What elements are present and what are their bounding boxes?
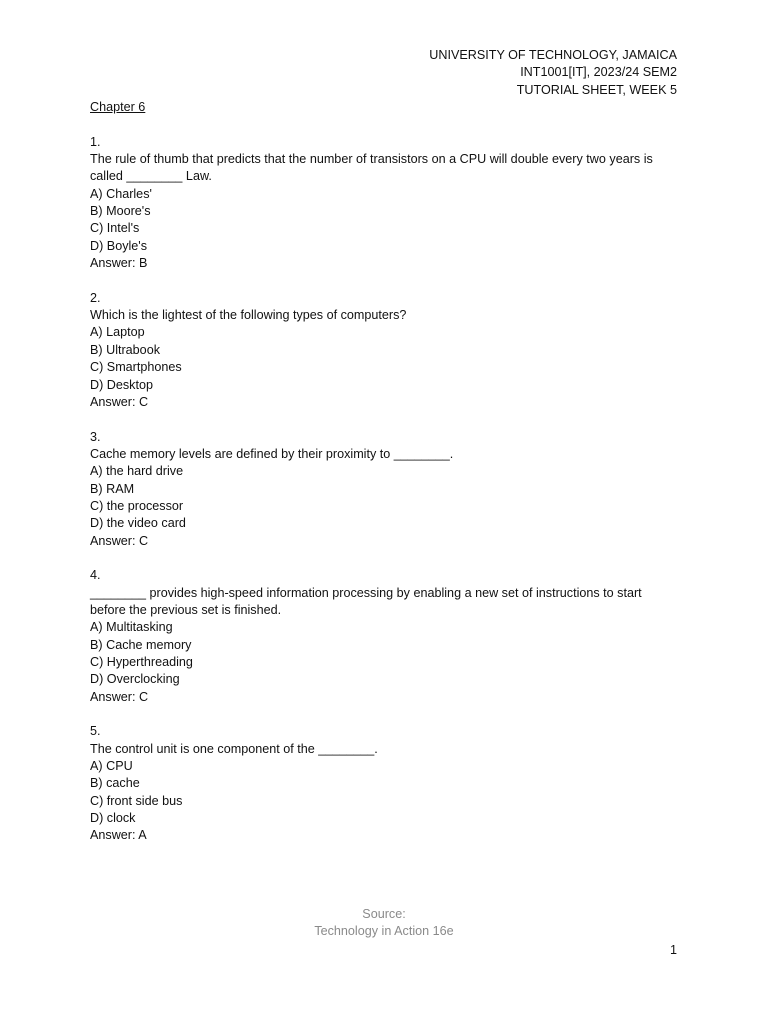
question-text: Which is the lightest of the following types of computers?: [90, 308, 407, 323]
option-d: D) the video card: [90, 516, 186, 531]
question-number: 5.: [90, 724, 101, 739]
option-d: D) Overclocking: [90, 672, 180, 687]
option-c: C) Intel's: [90, 221, 140, 236]
option-a: A) Charles': [90, 186, 152, 201]
page-number: 1: [669, 943, 677, 957]
page-header: [429, 47, 677, 99]
header-sheet-title: TUTORIAL SHEET, WEEK 5: [516, 82, 677, 97]
option-c: C) Hyperthreading: [90, 655, 193, 669]
question-4: [90, 567, 680, 706]
footer-source-title: Technology in Action 16e: [314, 924, 454, 939]
option-c: C) front side bus: [90, 793, 183, 808]
question-number: 3.: [90, 429, 101, 444]
option-b: B) Ultrabook: [90, 342, 160, 357]
option-d: D) Desktop: [90, 377, 153, 392]
option-c: C) the processor: [90, 498, 184, 513]
question-3: [90, 429, 680, 550]
answer: Answer: B: [90, 256, 148, 271]
chapter-title: Chapter 6: [90, 100, 146, 114]
answer: Answer: A: [90, 828, 147, 843]
header-institution: UNIVERSITY OF TECHNOLOGY, JAMAICA: [429, 48, 677, 62]
option-b: B) cache: [90, 776, 140, 791]
option-d: D) Boyle's: [90, 238, 147, 253]
question-1: [90, 134, 680, 273]
answer: Answer: C: [90, 394, 149, 409]
option-d: D) clock: [90, 811, 136, 826]
question-text: ________ provides high-speed information processing by enabling a new set of instructions to start before the previous set is finished.: [90, 585, 642, 617]
answer: Answer: C: [90, 689, 149, 704]
question-number: 1.: [90, 134, 101, 149]
option-b: B) RAM: [90, 481, 135, 496]
answer: Answer: C: [90, 533, 149, 548]
question-text: The control unit is one component of the ________.: [90, 741, 378, 756]
question-number: 4.: [90, 568, 101, 583]
option-a: A) Laptop: [90, 325, 145, 340]
question-text: Cache memory levels are defined by their proximity to ________.: [90, 446, 454, 461]
option-c: C) Smartphones: [90, 360, 182, 375]
footer-source-label: Source:: [362, 907, 406, 921]
option-a: A) the hard drive: [90, 464, 184, 479]
question-text: The rule of thumb that predicts that the number of transistors on a CPU will double every two years is called ________ Law.: [90, 152, 653, 184]
question-2: [90, 290, 680, 411]
question-number: 2.: [90, 290, 101, 305]
header-course: INT1001[IT], 2023/24 SEM2: [520, 65, 677, 80]
page-footer: [0, 906, 768, 941]
question-5: [90, 723, 680, 844]
option-a: A) Multitasking: [90, 620, 173, 635]
option-b: B) Cache memory: [90, 637, 192, 652]
option-b: B) Moore's: [90, 204, 151, 219]
document-body: [90, 99, 680, 845]
option-a: A) CPU: [90, 759, 133, 774]
